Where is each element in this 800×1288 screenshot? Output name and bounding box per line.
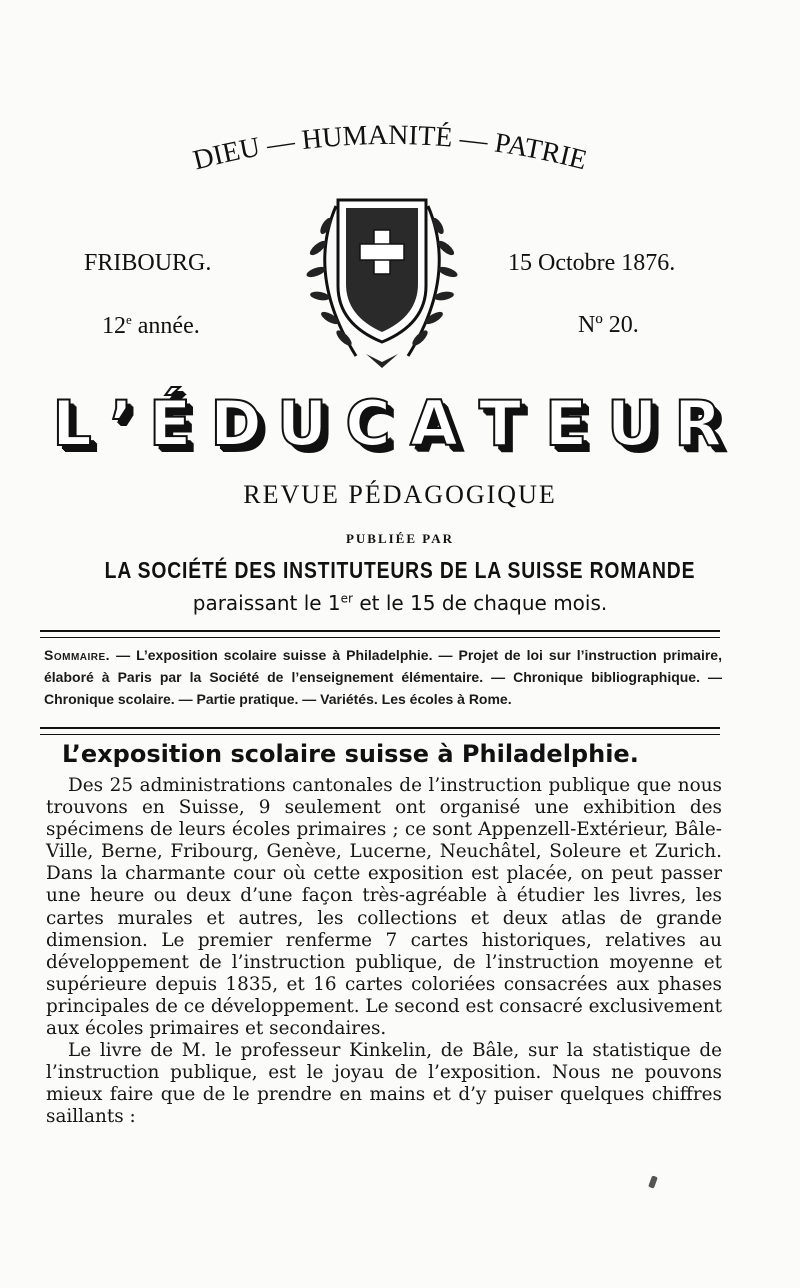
masthead-letter: U — [606, 387, 658, 460]
masthead-letter: É — [148, 387, 192, 460]
volume-year — [102, 312, 200, 340]
motto-text: DIEU — HUMANITÉ — PATRIE — [190, 119, 590, 177]
article-title: L’exposition scolaire suisse à Philadelphie. — [62, 740, 639, 768]
motto-arc — [150, 118, 630, 188]
place-label: FRIBOURG. — [84, 250, 212, 276]
summary-lead: Sommaire. — [44, 647, 111, 663]
masthead-letter: D — [210, 387, 262, 460]
masthead-letter: T — [478, 387, 522, 460]
article-body — [46, 775, 722, 1129]
society-name: LA SOCIÉTÉ DES INSTITUTEURS DE LA SUISSE ROMANDE — [104, 557, 696, 583]
masthead-letter: R — [674, 387, 722, 460]
masthead-letter: U — [276, 387, 328, 460]
masthead-title — [40, 385, 730, 475]
ink-speck — [648, 1175, 658, 1188]
summary-text: — L’exposition scolaire suisse à Philadelphie. — Projet de loi sur l’instruction primaire, élaboré à Paris par la Société de l’enseignement élémentaire. — Chronique bibliographique. — Chronique scolaire. — Partie pratique. — Variétés. Les écoles à Rome. — [44, 647, 722, 707]
published-by: PUBLIÉE PAR — [345, 531, 455, 546]
divider-top — [40, 630, 720, 638]
issue-number: Nº 20. — [578, 312, 639, 338]
masthead-letter: A — [410, 387, 458, 460]
masthead-letter: E — [544, 387, 588, 460]
masthead-letter: C — [345, 387, 391, 460]
article-paragraph: Des 25 administrations cantonales de l’instruction publique que nous trouvons en Suisse, 9 seulement ont organisé une exhibition des spécimens de leurs écoles primaires ; ce sont Appenzell-Extérieur, Bâle-Ville, Berne, Fribourg, Genève, Lucerne, Neuchâtel, Soleure et Zurich. Dans la charmante cour où cette exposition est placée, on peut passer une heure ou deux d’une façon très-agréable à étudier les livres, les cartes murales et autres, les collections et deux atlas de grande dimension. Le premier renferme 7 cartes historiques, relatives au développement de l’instruction publique, de l’instruction moyenne et supérieure depuis 1835, et 16 cartes coloriées consacrées aux phases principales de ce développement. Le second est consacré exclusivement aux écoles primaires et secondaires. — [46, 775, 722, 1040]
frequency-sup: er — [340, 591, 353, 606]
masthead-letter: ’ — [109, 387, 133, 460]
masthead-letter: L — [52, 387, 92, 460]
motto — [150, 118, 630, 188]
frequency-before: paraissant le 1 — [192, 591, 341, 615]
subtitle: REVUE PÉDAGOGIQUE — [243, 480, 557, 509]
table-of-contents — [44, 644, 722, 710]
issue-date: 15 Octobre 1876. — [508, 250, 676, 276]
swiss-crest-emblem — [296, 186, 468, 372]
publication-frequency — [0, 591, 800, 615]
divider-bottom — [40, 727, 720, 735]
year-suffix: e — [126, 312, 132, 327]
year-number: 12 — [102, 313, 126, 339]
year-word: année. — [131, 313, 200, 339]
article-paragraph: Le livre de M. le professeur Kinkelin, de Bâle, sur la statistique de l’instruction publique, est le joyau de l’exposition. Nous ne pouvons mieux faire que de le prendre en mains et d’y puiser quelques chiffres saillants : — [46, 1040, 722, 1128]
frequency-after: et le 15 de chaque mois. — [352, 591, 608, 615]
